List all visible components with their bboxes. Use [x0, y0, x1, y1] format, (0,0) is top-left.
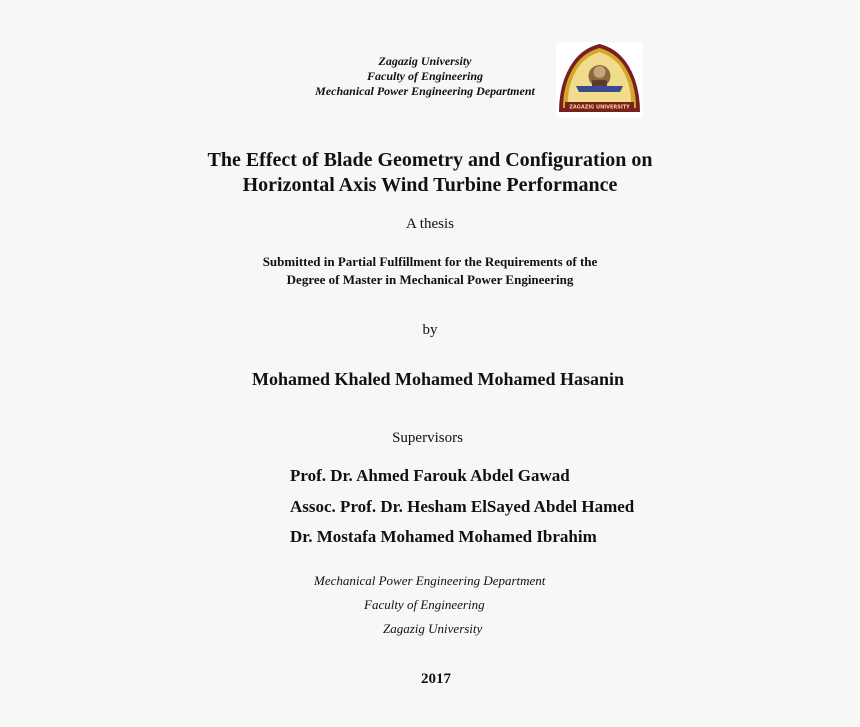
affiliation-faculty: Faculty of Engineering: [364, 597, 485, 612]
header-university: Zagazig University: [378, 54, 472, 68]
title-line-2: Horizontal Axis Wind Turbine Performance: [242, 174, 618, 196]
submitted-line-1: Submitted in Partial Fulfillment for the Requirements of the: [262, 254, 598, 269]
thesis-label: A thesis: [406, 216, 454, 232]
header-department: Mechanical Power Engineering Department: [315, 84, 535, 98]
supervisor-2: Assoc. Prof. Dr. Hesham ElSayed Abdel Hamed: [290, 497, 635, 516]
submitted-line-2: Degree of Master in Mechanical Power Engineering: [286, 272, 574, 287]
year: 2017: [421, 671, 451, 687]
author-name: Mohamed Khaled Mohamed Mohamed Hasanin: [251, 369, 625, 389]
submitted-statement: [180, 253, 680, 289]
affiliation-department: Mechanical Power Engineering Department: [314, 573, 546, 588]
supervisor-3: Dr. Mostafa Mohamed Mohamed Ibrahim: [290, 527, 597, 546]
university-logo: [556, 42, 643, 118]
header-faculty: Faculty of Engineering: [366, 69, 483, 83]
university-seal-icon: [556, 42, 643, 118]
supervisors-label: Supervisors: [392, 430, 463, 446]
title-line-1: The Effect of Blade Geometry and Configuration on: [207, 149, 653, 171]
thesis-title: [130, 148, 730, 198]
header-block: [290, 54, 560, 99]
affiliation-university: Zagazig University: [383, 621, 483, 636]
logo-text: ZAGAZIG UNIVERSITY: [569, 104, 630, 111]
supervisor-1: Prof. Dr. Ahmed Farouk Abdel Gawad: [290, 466, 570, 485]
by-label: by: [422, 322, 438, 338]
